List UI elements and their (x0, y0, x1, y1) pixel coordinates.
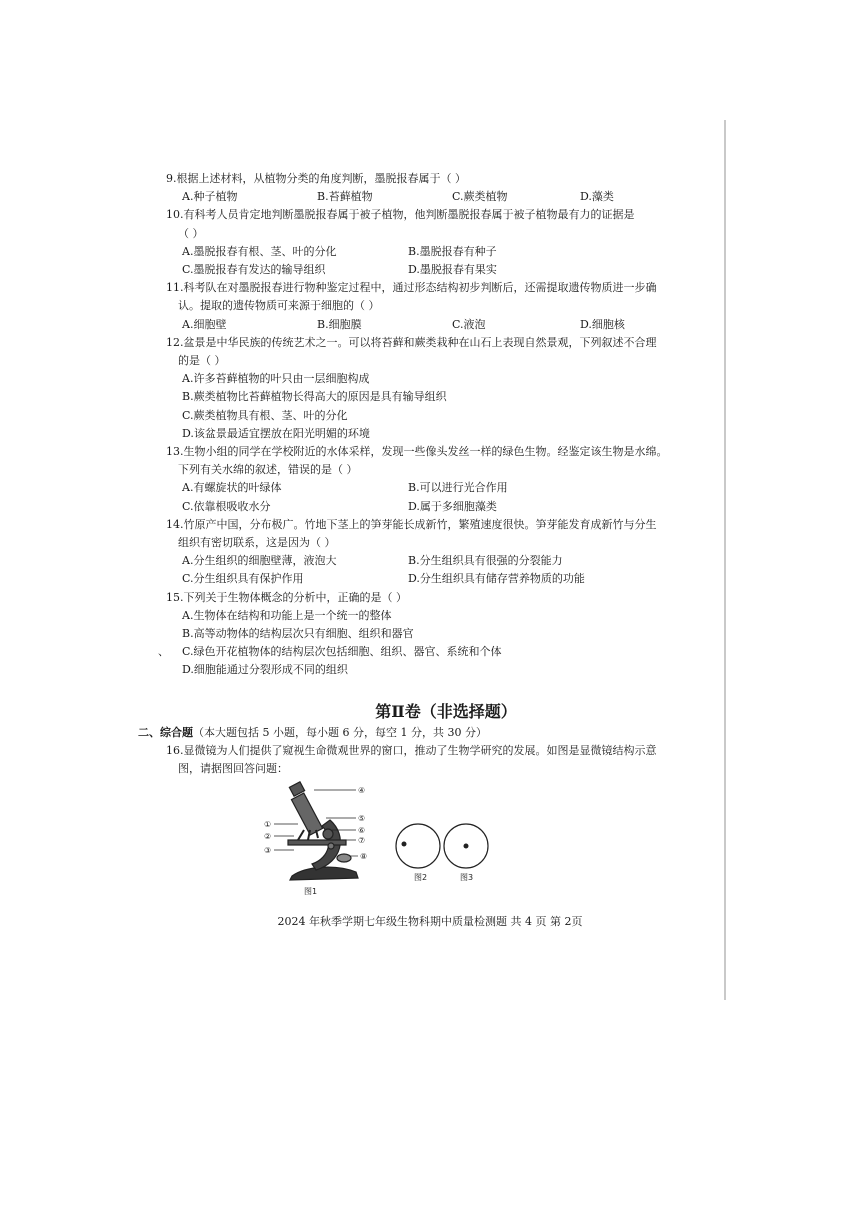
option-b: B.可以进行光合作用 (408, 481, 508, 495)
question-stem: 12.盆景是中华民族的传统艺术之一。可以将苔藓和蕨类栽种在山石上表现自然景观，下列叙述不合理 (166, 335, 657, 349)
question-stem: 14.竹原产中国，分布极广。竹地下茎上的笋芽能长成新竹，繁殖速度很快。笋芽能发育成新竹与分生 (166, 517, 657, 531)
question-content (138, 170, 726, 898)
option-b: B.细胞膜 (317, 317, 362, 331)
option-a: A.墨脱报春有根、茎、叶的分化 (182, 244, 337, 258)
option-d: D.分生组织具有储存营养物质的功能 (408, 572, 585, 586)
option-row (166, 316, 726, 334)
question-16 (166, 742, 726, 898)
cell-dot-3 (464, 844, 469, 849)
option-row (166, 188, 726, 206)
option-a: A.细胞壁 (182, 317, 227, 331)
microscope-drawing (274, 782, 358, 880)
question-9 (166, 170, 726, 206)
question-11 (166, 279, 726, 334)
page-footer: 2024 年秋季学期七年级生物科期中质量检测题 共 4 页 第 2页 (277, 915, 583, 928)
question-stem: 9.根据上述材料，从植物分类的角度判断，墨脱报春属于（ ） (166, 172, 466, 185)
question-stem-cont: 组织有密切联系，这是因为（ ） (178, 536, 336, 550)
question-stem: 10.有科考人员肯定地判断墨脱报春属于被子植物，他判断墨脱报春属于被子植物最有力的证据是 (166, 208, 635, 222)
option-b: B.苔藓植物 (317, 190, 373, 204)
question-13 (166, 443, 726, 516)
figure-svg (166, 780, 726, 898)
option-d: D.该盆景最适宜摆放在阳光明媚的环境 (182, 426, 370, 440)
option-c: C.蕨类植物具有根、茎、叶的分化 (182, 408, 348, 422)
part-label-7: ⑦ (358, 836, 366, 846)
option-b: B.分生组织具有很强的分裂能力 (408, 554, 563, 568)
option-c: C.绿色开花植物体的结构层次包括细胞、组织、器官、系统和个体 (182, 645, 502, 659)
option-d: D.属于多细胞藻类 (408, 499, 497, 513)
option-b: B.墨脱报春有种子 (408, 244, 497, 258)
option-b: B.高等动物体的结构层次只有细胞、组织和器官 (182, 627, 414, 641)
question-14 (166, 516, 726, 589)
cell-dot-2 (402, 842, 407, 847)
part-label-6: ⑥ (358, 826, 366, 836)
question-12 (166, 334, 726, 443)
option-row (166, 570, 726, 588)
option-a: A.有螺旋状的叶绿体 (182, 481, 282, 495)
option-b: B.蕨类植物比苔藓植物长得高大的原因是具有输导组织 (182, 390, 447, 404)
option-d: D.细胞核 (580, 317, 625, 331)
option-d: D.墨脱报春有果实 (408, 263, 497, 277)
option-row (166, 498, 726, 516)
option-a: A.许多苔藓植物的叶只由一层细胞构成 (182, 372, 370, 386)
part-label-3: ③ (264, 846, 272, 856)
part-label-8: ⑧ (360, 852, 368, 862)
figure-1-caption: 图1 (304, 887, 318, 897)
option-row (166, 261, 726, 279)
option-d: D.细胞能通过分裂形成不同的组织 (182, 663, 348, 677)
option-row (166, 479, 726, 497)
part-label-5: ⑤ (358, 814, 366, 824)
question-15 (166, 589, 726, 680)
part-heading-label: 二、综合题 (138, 725, 193, 739)
option-row (166, 552, 726, 570)
part-label-4: ④ (358, 786, 366, 796)
figure-3-caption: 图3 (460, 873, 474, 883)
figure-2-caption: 图2 (414, 873, 428, 883)
option-c: C.分生组织具有保护作用 (182, 572, 304, 586)
option-a: A.生物体在结构和功能上是一个统一的整体 (182, 608, 392, 622)
question-stem-cont: 下列有关水绵的叙述，错误的是（ ） (178, 463, 358, 477)
option-c: C.墨脱报春有发达的输导组织 (182, 263, 326, 277)
question-stem: 13.生物小组的同学在学校附近的水体采样，发现一些像头发丝一样的绿色生物。经鉴定该生物是水绵。 (166, 445, 668, 459)
question-stem-cont: 图，请据图回答问题： (178, 762, 288, 776)
option-row (166, 243, 726, 261)
option-c: C.依靠根吸收水分 (182, 499, 271, 513)
option-c: C.液泡 (452, 317, 486, 331)
option-c: C.蕨类植物 (452, 190, 508, 204)
part-heading (138, 724, 726, 742)
section-title: 第Ⅱ卷（非选择题） (375, 701, 517, 721)
microscope-figure (166, 780, 726, 898)
question-stem-cont: 认。提取的遗传物质可来源于细胞的（ ） (178, 299, 380, 313)
part-label-2: ② (264, 832, 272, 842)
part-heading-note: （本大题包括 5 小题，每小题 6 分，每空 1 分，共 30 分） (193, 725, 487, 739)
stray-mark: 、 (158, 645, 169, 658)
question-stem: 15.下列关于生物体概念的分析中，正确的是（ ） (166, 590, 407, 604)
option-d: D.藻类 (580, 190, 614, 204)
part-label-1: ① (264, 820, 272, 830)
question-10 (166, 206, 726, 279)
question-stem: 11.科考队在对墨脱报春进行物种鉴定过程中，通过形态结构初步判断后，还需提取遗传物质进一步确 (166, 281, 657, 295)
option-a: A.种子植物 (182, 190, 238, 204)
question-stem-cont: 的是（ ） (178, 354, 226, 368)
question-stem: 16.显微镜为人们提供了窥视生命微观世界的窗口，推动了生物学研究的发展。如图是显微镜结构示意 (166, 743, 657, 757)
option-a: A.分生组织的细胞壁薄，液泡大 (182, 554, 337, 568)
question-stem-cont: （ ） (178, 226, 204, 240)
